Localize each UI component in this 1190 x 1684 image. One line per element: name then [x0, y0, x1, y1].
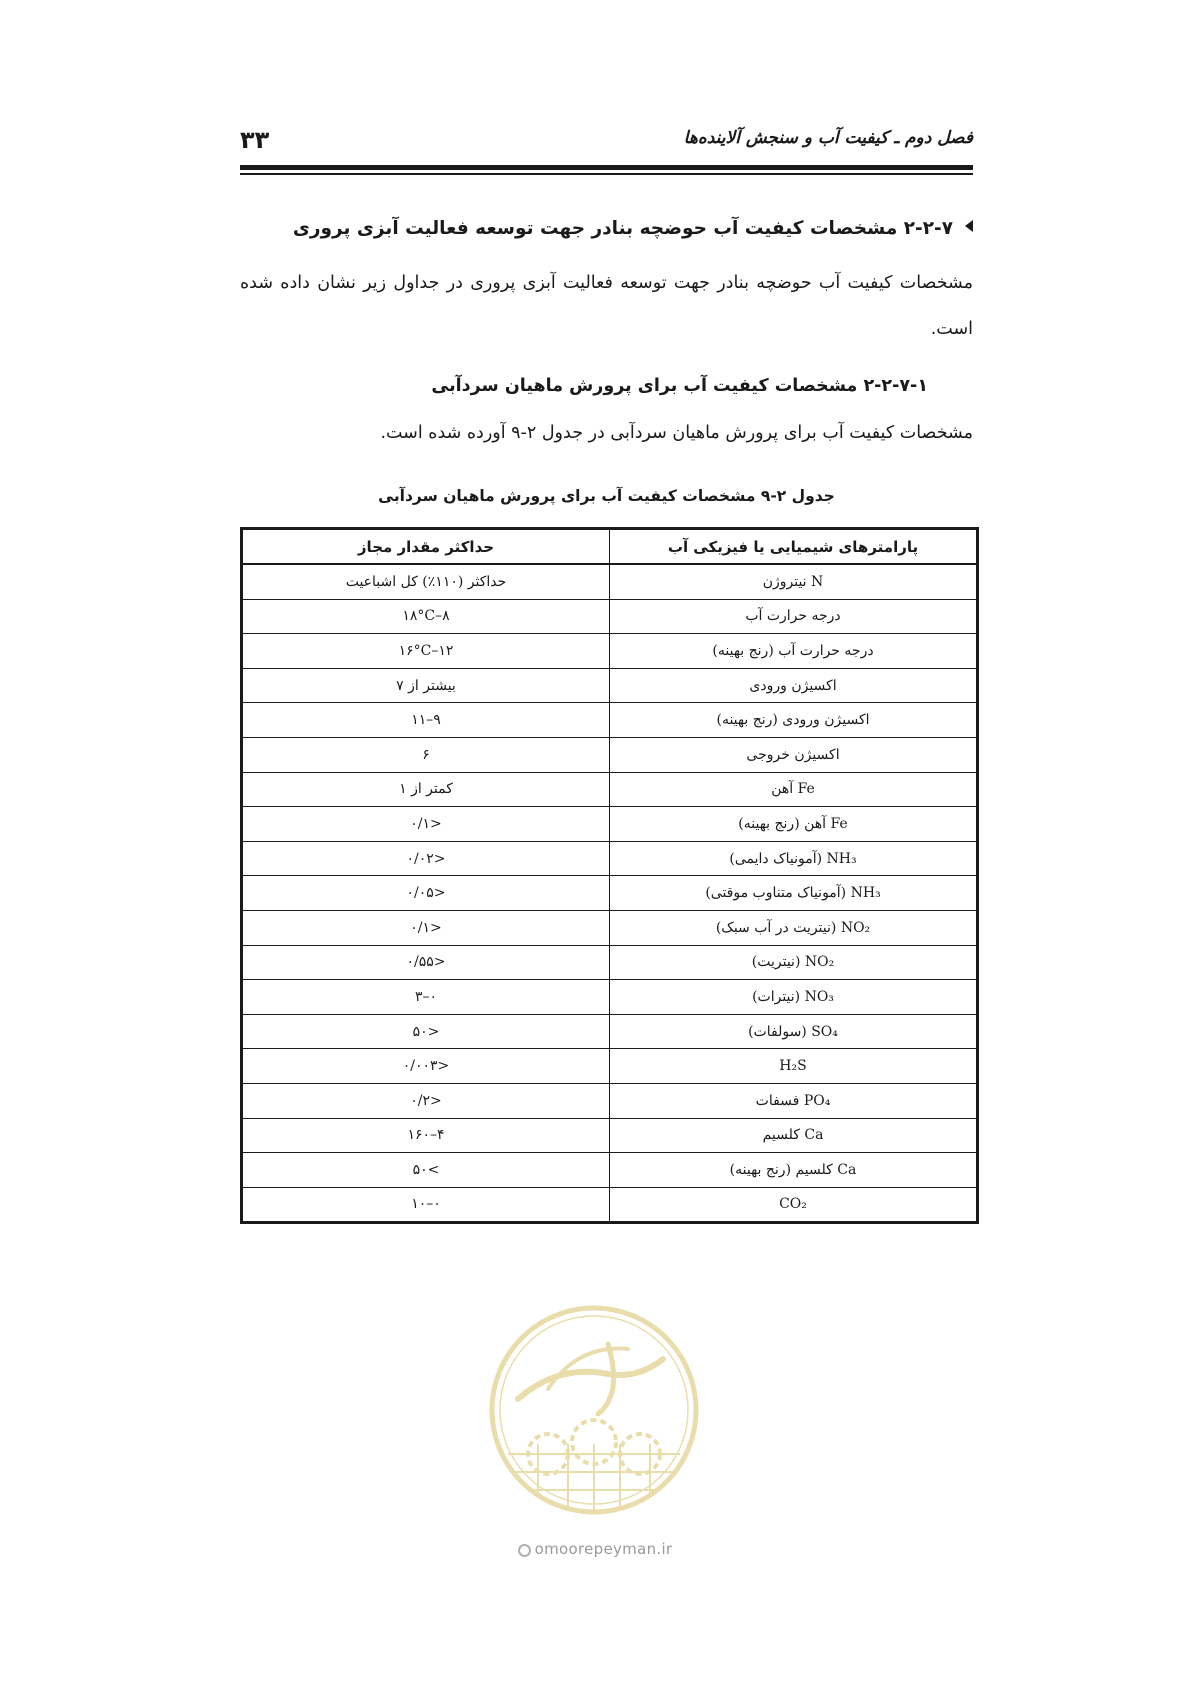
cell-parameter: H₂S	[610, 1049, 978, 1084]
cell-parameter: اکسیژن ورودی	[610, 668, 978, 703]
cell-max-value: <۰/۲	[242, 1083, 610, 1118]
cell-parameter: NO₃ (نیترات)	[610, 980, 978, 1015]
cell-max-value: ۸–۱۸°C	[242, 599, 610, 634]
cell-max-value: حداکثر (۱۱۰٪) کل اشباعیت	[242, 564, 610, 599]
watermark-logo	[488, 1304, 700, 1516]
cell-max-value: <۵۰	[242, 1014, 610, 1049]
watermark-site	[485, 1540, 705, 1558]
table-row	[242, 772, 978, 807]
cell-max-value: ۹–۱۱	[242, 703, 610, 738]
table-caption: جدول ۲-۹ مشخصات کیفیت آب برای پرورش ماهیان سردآبی	[378, 487, 835, 505]
cell-parameter: Ca کلسیم	[610, 1118, 978, 1153]
table-row	[242, 1118, 978, 1153]
table-row	[242, 1014, 978, 1049]
cell-max-value: بیشتر از ۷	[242, 668, 610, 703]
cell-max-value: ۰–۳	[242, 980, 610, 1015]
cell-max-value: <۰/۱	[242, 807, 610, 842]
at-icon	[518, 1544, 531, 1557]
header-rule-thin	[240, 173, 973, 175]
page-number: ۳۳	[240, 126, 270, 154]
table-row	[242, 599, 978, 634]
cell-parameter: Fe آهن (رنج بهینه)	[610, 807, 978, 842]
cell-max-value: ۰–۱۰	[242, 1187, 610, 1223]
cell-parameter: NH₃ (آمونیاک متناوب موقتی)	[610, 876, 978, 911]
cell-max-value: >۵۰	[242, 1153, 610, 1188]
cell-parameter: PO₄ فسفات	[610, 1083, 978, 1118]
header-parameter: پارامترهای شیمیایی یا فیزیکی آب	[610, 529, 978, 565]
cell-parameter: اکسیژن ورودی (رنج بهینه)	[610, 703, 978, 738]
table-row	[242, 841, 978, 876]
table-row	[242, 668, 978, 703]
cell-max-value: <۰/۰۵	[242, 876, 610, 911]
cell-max-value: <۰/۰۰۳	[242, 1049, 610, 1084]
cell-max-value: ۴–۱۶۰	[242, 1118, 610, 1153]
water-quality-table	[240, 527, 979, 1224]
table-row	[242, 876, 978, 911]
cell-parameter: N نیتروژن	[610, 564, 978, 599]
cell-max-value: ۱۲–۱۶°C	[242, 634, 610, 669]
table-row	[242, 634, 978, 669]
section-heading	[293, 218, 973, 239]
header-max-value: حداکثر مقدار مجاز	[242, 529, 610, 565]
subsection-paragraph: مشخصات کیفیت آب برای پرورش ماهیان سردآبی در جدول ۲-۹ آورده شده است.	[380, 423, 973, 443]
table-row	[242, 807, 978, 842]
section-heading-text: ۲-۲-۷ مشخصات کیفیت آب حوضچه بنادر جهت توسعه فعالیت آبزی پروری	[292, 218, 953, 239]
subsection-heading: ۲-۲-۷-۱ مشخصات کیفیت آب برای پرورش ماهیان سردآبی	[431, 376, 928, 396]
cell-max-value: <۰/۱	[242, 910, 610, 945]
table-row	[242, 945, 978, 980]
cell-parameter: درجه حرارت آب (رنج بهینه)	[610, 634, 978, 669]
table-row	[242, 703, 978, 738]
cell-parameter: NO₂ (نیتریت)	[610, 945, 978, 980]
cell-parameter: اکسیژن خروجی	[610, 737, 978, 772]
cell-max-value: <۰/۰۲	[242, 841, 610, 876]
cell-parameter: NH₃ (آمونیاک دایمی)	[610, 841, 978, 876]
header-rule-thick	[240, 165, 973, 170]
cell-max-value: ۶	[242, 737, 610, 772]
watermark-site-text: omoorepeyman.ir	[534, 1540, 673, 1558]
cell-parameter: NO₂ (نیتریت در آب سبک)	[610, 910, 978, 945]
cell-max-value: <۰/۵۵	[242, 945, 610, 980]
table-row	[242, 1187, 978, 1223]
bullet-triangle-icon	[965, 220, 973, 232]
cell-max-value: کمتر از ۱	[242, 772, 610, 807]
running-title: فصل دوم ـ کیفیت آب و سنجش آلاینده‌ها	[683, 128, 973, 148]
table-row	[242, 1049, 978, 1084]
section-paragraph: مشخصات کیفیت آب حوضچه بنادر جهت توسعه فعالیت آبزی پروری در جداول زیر نشان داده شده است.	[240, 273, 973, 339]
table-header-row	[242, 529, 978, 565]
table-row	[242, 910, 978, 945]
cell-parameter: CO₂	[610, 1187, 978, 1223]
cell-parameter: SO₄ (سولفات)	[610, 1014, 978, 1049]
cell-parameter: درجه حرارت آب	[610, 599, 978, 634]
cell-parameter: Fe آهن	[610, 772, 978, 807]
table-row	[242, 980, 978, 1015]
table-row	[242, 737, 978, 772]
cell-parameter: Ca کلسیم (رنج بهینه)	[610, 1153, 978, 1188]
table-row	[242, 1083, 978, 1118]
table-row	[242, 1153, 978, 1188]
table-row	[242, 564, 978, 599]
